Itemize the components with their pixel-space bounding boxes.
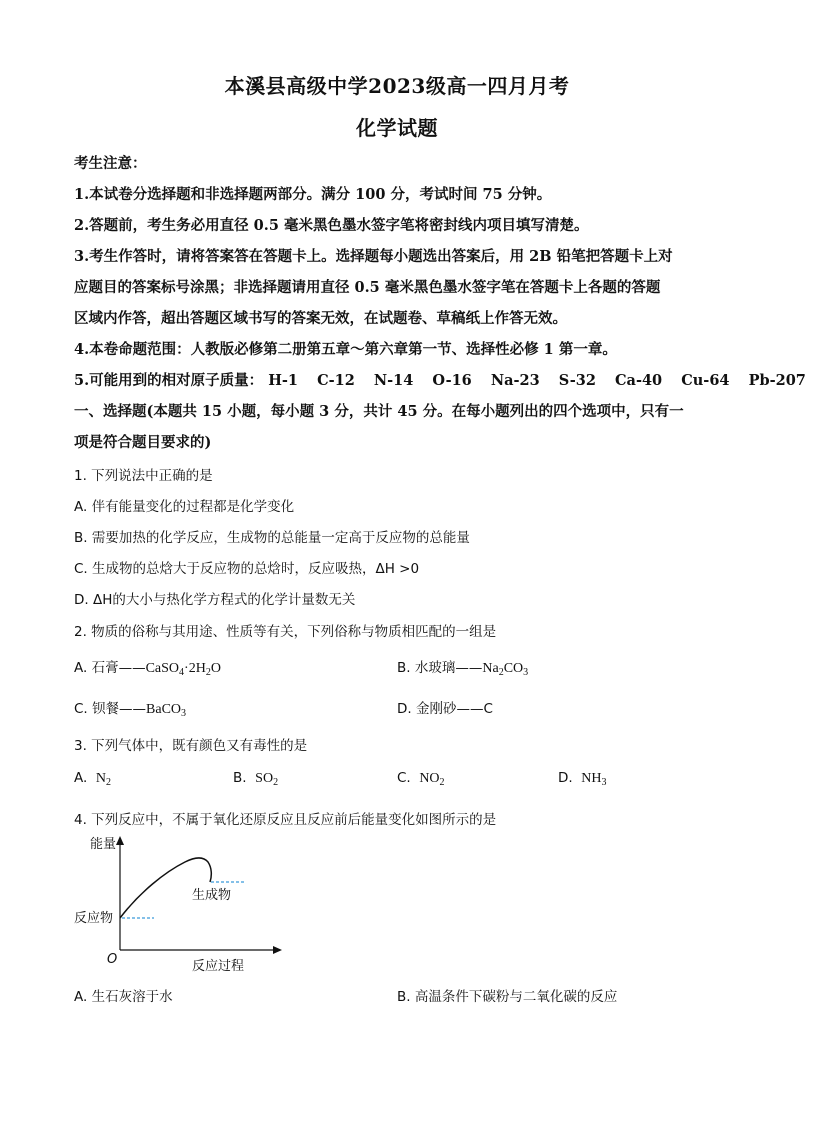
q1-stem: 1. 下列说法中正确的是 [74, 468, 213, 484]
q3-option-a [74, 770, 111, 788]
section-1-heading-2: 项是符合题目要求的) [74, 434, 212, 451]
note-line-4: 应题目的答案标号涂黑；非选择题请用直径 0.5 毫米黑色墨水签字笔在答题卡上各题的答题 [74, 279, 661, 296]
q3-option-d [558, 770, 607, 788]
atomic-mass-label: 5.可能用到的相对原子质量： [74, 372, 264, 389]
q3-option-c-formula: $NO_2$ [419, 771, 445, 788]
q3-option-d-formula: $NH_3$ [581, 771, 607, 788]
q2-option-a-formula: $CaSO_4\cdot 2H_2O$ [145, 661, 221, 678]
atomic-mass-pb: Pb-207 [748, 372, 806, 389]
energy-axis-x-arrow [273, 946, 282, 954]
q2-option-c [74, 697, 186, 719]
atomic-mass-s: S-32 [558, 372, 596, 389]
section-1-heading-1: 一、选择题(本题共 15 小题，每小题 3 分，共计 45 分。在每小题列出的四个选项中，只有一 [74, 403, 684, 420]
note-line-5: 区域内作答，超出答题区域书写的答案无效，在试题卷、草稿纸上作答无效。 [74, 310, 567, 327]
atomic-mass-ca: Ca-40 [615, 372, 663, 389]
q1-option-d: D. ΔH的大小与热化学方程式的化学计量数无关 [74, 592, 356, 608]
atomic-mass-na: Na-23 [490, 372, 540, 389]
atomic-mass-c: C-12 [317, 372, 355, 389]
q3-option-a-formula: $N_2$ [95, 771, 112, 788]
q1-option-b: B. 需要加热的化学反应，生成物的总能量一定高于反应物的总能量 [74, 530, 470, 546]
note-line-2: 2.答题前，考生务必用直径 0.5 毫米黑色墨水签字笔将密封线内项目填写清楚。 [74, 217, 589, 234]
q3-option-d-label: D. [558, 770, 573, 786]
note-line-3: 3.考生作答时，请将答案答在答题卡上。选择题每小题选出答案后，用 2B 铅笔把答题卡上对 [74, 248, 673, 265]
q3-stem: 3. 下列气体中，既有颜色又有毒性的是 [74, 738, 308, 754]
q1-option-c: C. 生成物的总焓大于反应物的总焓时，反应吸热，ΔH >0 [74, 561, 420, 577]
q4-option-a: A. 生石灰溶于水 [74, 989, 173, 1005]
energy-axis-label: 能量 [90, 837, 117, 852]
note-line-1: 1.本试卷分选择题和非选择题两部分。满分 100 分，考试时间 75 分钟。 [74, 186, 552, 203]
origin-label: O [107, 952, 118, 967]
q2-option-b-label: B. 水玻璃—— [397, 660, 483, 676]
progress-axis-label: 反应过程 [192, 959, 245, 974]
q3-option-c-label: C. [397, 770, 411, 786]
atomic-mass-n: N-14 [373, 372, 414, 389]
atomic-mass-o: O-16 [432, 372, 472, 389]
atomic-mass-h: H-1 [268, 372, 299, 389]
q2-option-b-formula: $Na_2CO_3$ [482, 661, 529, 678]
q2-option-c-label: C. 钡餐—— [74, 701, 147, 717]
q2-option-a-label: A. 石膏—— [74, 660, 146, 676]
reactant-label: 反应物 [74, 911, 114, 926]
q3-option-b [233, 770, 278, 788]
energy-diagram [70, 832, 370, 982]
note-line-6: 4.本卷命题范围：人教版必修第二册第五章～第六章第一节、选择性必修 1 第一章。 [74, 341, 617, 358]
atomic-mass-cu: Cu-64 [681, 372, 730, 389]
product-label: 生成物 [192, 888, 232, 903]
q2-option-c-formula: BaCO$_3$ [146, 702, 187, 719]
q3-option-c [397, 770, 445, 788]
q3-option-a-label: A. [74, 770, 88, 786]
q2-option-d: D. 金刚砂——C [397, 701, 493, 717]
q2-option-a [74, 656, 221, 678]
q1-option-a: A. 伴有能量变化的过程都是化学变化 [74, 499, 295, 515]
atomic-mass-line [74, 369, 806, 390]
q4-option-b: B. 高温条件下碳粉与二氧化碳的反应 [397, 989, 618, 1005]
exam-subtitle: 化学试题 [356, 116, 438, 140]
q2-stem: 2. 物质的俗称与其用途、性质等有关，下列俗称与物质相匹配的一组是 [74, 624, 497, 640]
energy-axis-y-arrow [116, 836, 124, 845]
q4-stem: 4. 下列反应中，不属于氧化还原反应且反应前后能量变化如图所示的是 [74, 812, 497, 828]
q3-option-b-formula: $SO_2$ [255, 771, 279, 788]
q2-option-b [397, 656, 528, 678]
notes-header: 考生注意： [74, 155, 147, 172]
exam-title: 本溪县高级中学2023级高一四月月考 [224, 74, 570, 98]
q3-option-b-label: B. [233, 770, 247, 786]
